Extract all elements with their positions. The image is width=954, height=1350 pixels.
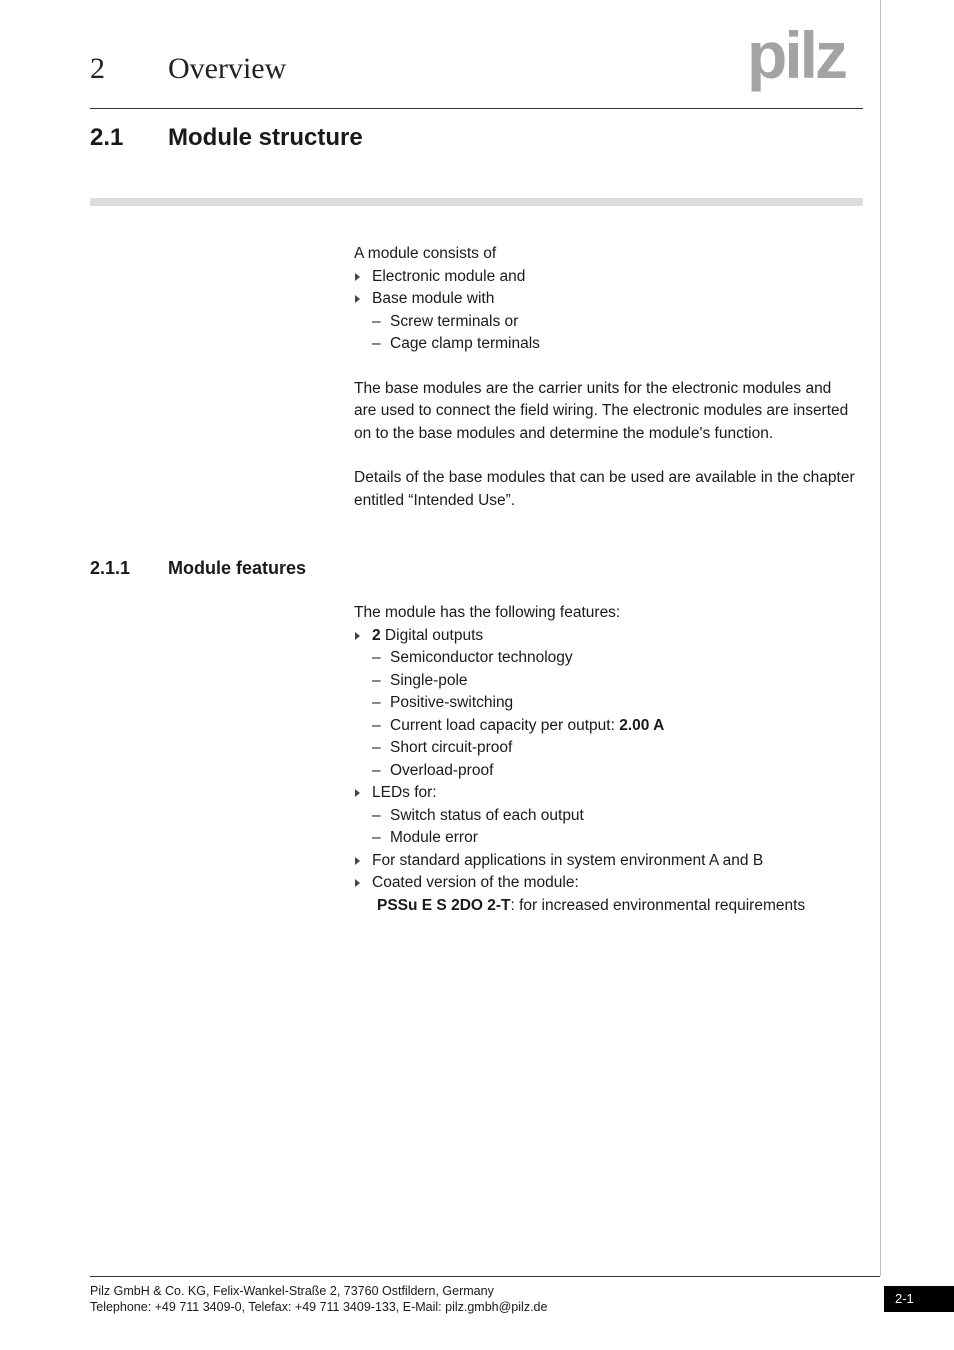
sub-list-item: – Short circuit-proof: [354, 737, 864, 760]
dash-icon: –: [372, 829, 381, 846]
bullet-arrow-icon: [355, 879, 360, 887]
bullet-arrow-icon: [355, 857, 360, 865]
dash-icon: –: [372, 806, 381, 824]
dash-icon: –: [372, 649, 381, 666]
bullet-arrow-icon: [355, 273, 360, 281]
pilz-logo: [747, 26, 865, 96]
structure-intro: A module consists of: [354, 245, 497, 262]
subsection-title: Module features: [168, 558, 307, 578]
list-item: 2 Digital outputs: [354, 625, 864, 648]
chapter-title: Overview: [168, 52, 287, 85]
list-item: LEDs for:: [354, 782, 864, 805]
footer-line-2: Telephone: +49 711 3409-0, Telefax: +49 711 3409-133, E-Mail: pilz.gmbh@pilz.de: [90, 1300, 548, 1314]
dash-icon: –: [372, 761, 381, 779]
paragraph-line: The base modules are the carrier units for the electronic modules and: [354, 379, 832, 397]
dash-icon: –: [372, 694, 381, 711]
footer-rule: [90, 1276, 880, 1277]
svg-text:pilz: pilz: [747, 26, 845, 92]
subsection-number: 2.1.1: [90, 558, 131, 578]
sub-list-item: – Switch status of each output: [354, 805, 864, 828]
section-title: Module structure: [168, 124, 363, 151]
dash-icon: –: [372, 716, 381, 734]
footer-line-1: Pilz GmbH & Co. KG, Felix-Wankel-Straße 2, 73760 Ostfildern, Germany: [90, 1284, 494, 1298]
paragraph-line: are used to connect the field wiring. The electronic modules are inserted: [354, 402, 849, 419]
features-intro: The module has the following features:: [354, 604, 621, 621]
sub-list-item: – Cage clamp terminals: [354, 333, 864, 356]
sub-list-item: – Semiconductor technology: [354, 647, 864, 670]
dash-icon: –: [372, 312, 381, 330]
coated-model: PSSu E S 2DO 2-T: [377, 896, 511, 914]
section-divider-bar: [90, 198, 863, 206]
sub-list-item: – Overload-proof: [354, 760, 864, 783]
sub-list-item: – Positive-switching: [354, 692, 864, 715]
sub-list-item: – Screw terminals or: [354, 311, 864, 334]
header-rule: [90, 108, 863, 109]
sub-list-item: – Current load capacity per output: 2.00 A: [354, 715, 864, 738]
list-item: Base module with: [354, 288, 864, 311]
paragraph-line: entitled “Intended Use”.: [354, 491, 516, 509]
module-structure-body: [354, 243, 864, 512]
dash-icon: –: [372, 671, 381, 689]
bullet-arrow-icon: [355, 295, 360, 303]
paragraph-line: on to the base modules and determine the module's function.: [354, 424, 774, 442]
list-item: For standard applications in system environment A and B: [354, 850, 864, 873]
dash-icon: –: [372, 739, 381, 756]
section-number: 2.1: [90, 124, 124, 151]
coated-model-line: PSSu E S 2DO 2-T: for increased environmental requirements: [377, 896, 806, 914]
bullet-arrow-icon: [355, 632, 360, 640]
module-features-body: [354, 602, 864, 917]
dash-icon: –: [372, 335, 381, 352]
list-item: Coated version of the module:: [354, 872, 864, 895]
bullet-arrow-icon: [355, 789, 360, 797]
sub-list-item: – Single-pole: [354, 670, 864, 693]
chapter-number: 2: [90, 52, 105, 85]
footer-address: [90, 1283, 547, 1315]
right-margin-rule: [880, 0, 881, 1276]
sub-list-item: – Module error: [354, 827, 864, 850]
page-number: 2-1: [884, 1286, 954, 1312]
list-item: Electronic module and: [354, 266, 864, 289]
paragraph-line: Details of the base modules that can be used are available in the chapter: [354, 469, 855, 486]
